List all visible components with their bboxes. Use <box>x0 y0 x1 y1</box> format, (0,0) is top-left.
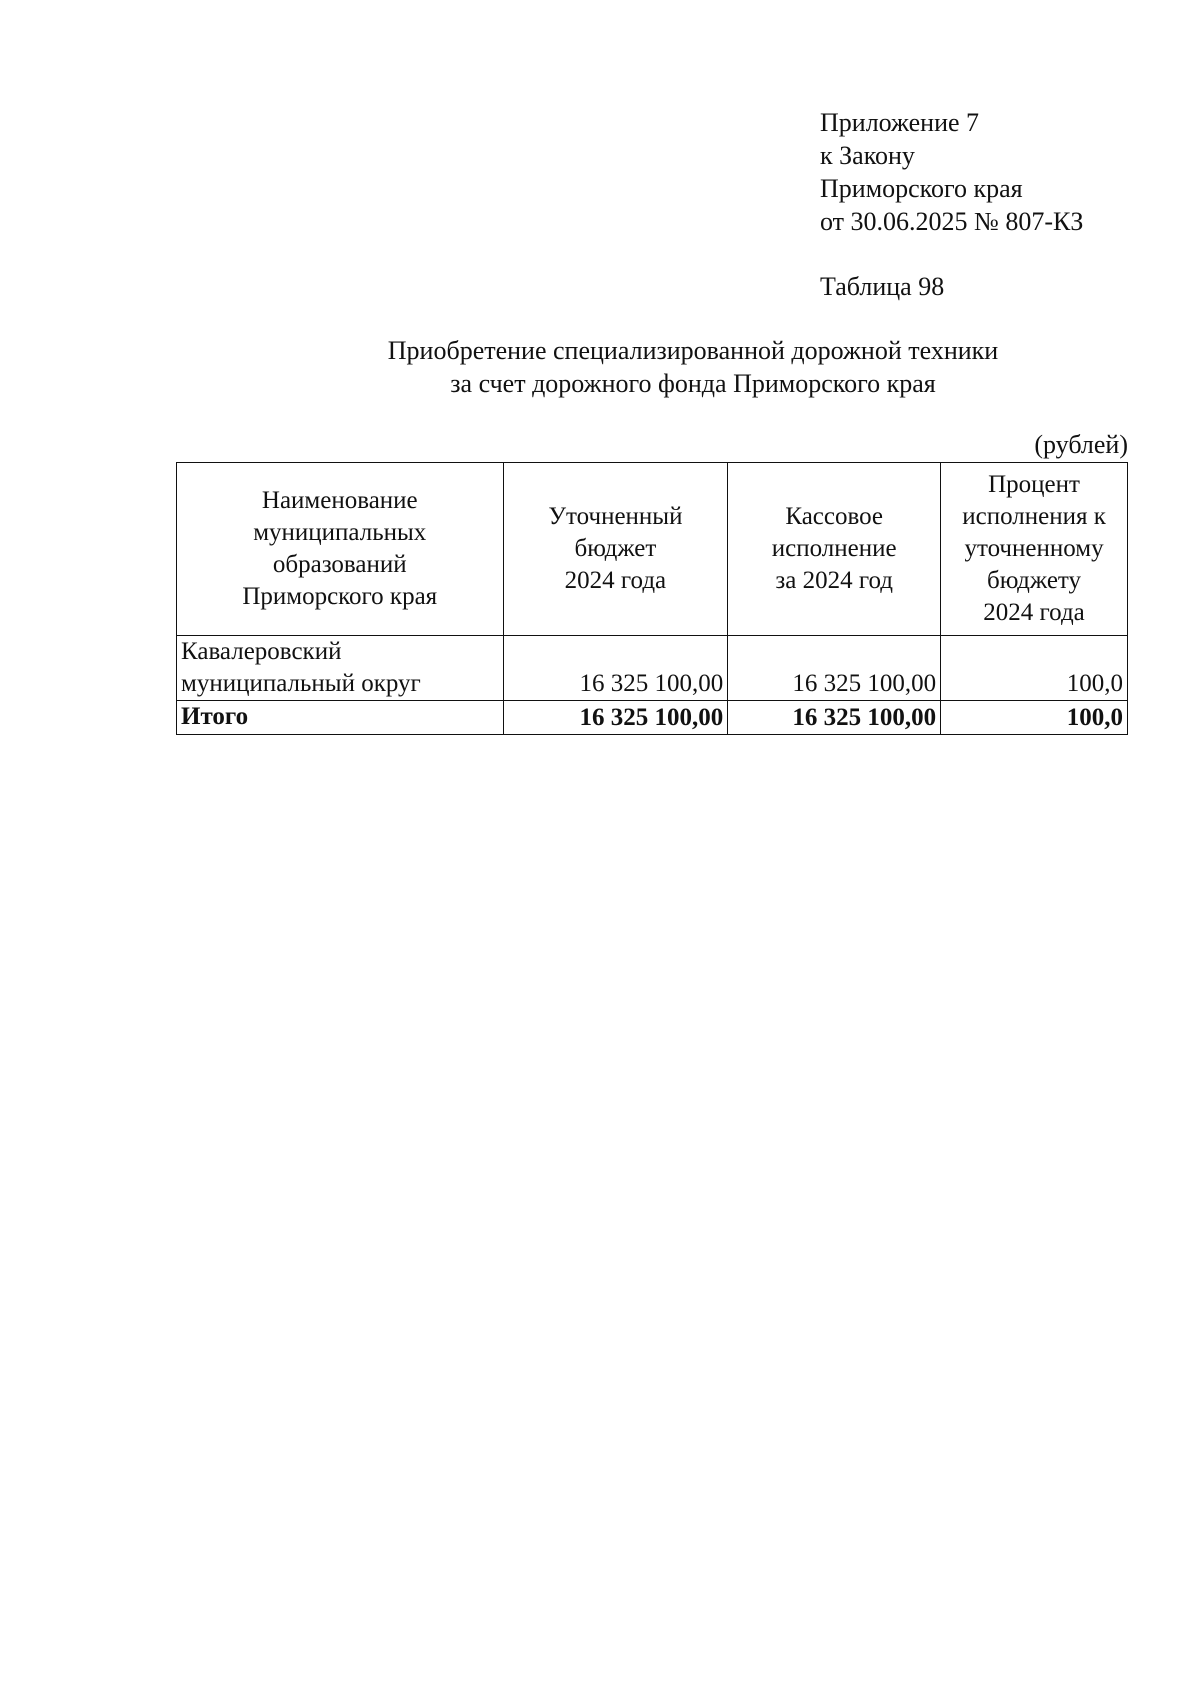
unit-label: (рублей) <box>1034 430 1128 459</box>
table-header-row <box>177 463 1128 636</box>
municipality-name: Кавалеровский муниципальный округ <box>177 636 504 701</box>
total-label: Итого <box>177 701 504 735</box>
total-budget: 16 325 100,00 <box>503 701 728 735</box>
header-municipality: Наименование муниципальных образований Приморского края <box>177 463 504 636</box>
budget-value: 16 325 100,00 <box>503 636 728 701</box>
annex-line: к Закону <box>820 141 915 170</box>
total-row <box>177 701 1128 735</box>
document-title <box>220 334 1166 400</box>
annex-reference <box>820 106 1083 238</box>
title-line: Приобретение специализированной дорожной техники <box>387 336 999 365</box>
percent-value: 100,0 <box>941 636 1128 701</box>
header-budget: Уточненный бюджет 2024 года <box>503 463 728 636</box>
table-number: Таблица 98 <box>820 272 945 301</box>
title-line: за счет дорожного фонда Приморского края <box>450 369 936 398</box>
total-execution: 16 325 100,00 <box>728 701 941 735</box>
header-execution: Кассовое исполнение за 2024 год <box>728 463 941 636</box>
annex-line: Приморского края <box>820 174 1023 203</box>
budget-table <box>176 462 1128 735</box>
annex-line: от 30.06.2025 № 807-КЗ <box>820 207 1084 236</box>
header-percent: Процент исполнения к уточненному бюджету 2024 года <box>941 463 1128 636</box>
execution-value: 16 325 100,00 <box>728 636 941 701</box>
total-percent: 100,0 <box>941 701 1128 735</box>
table-row <box>177 636 1128 701</box>
annex-line: Приложение 7 <box>820 108 980 137</box>
